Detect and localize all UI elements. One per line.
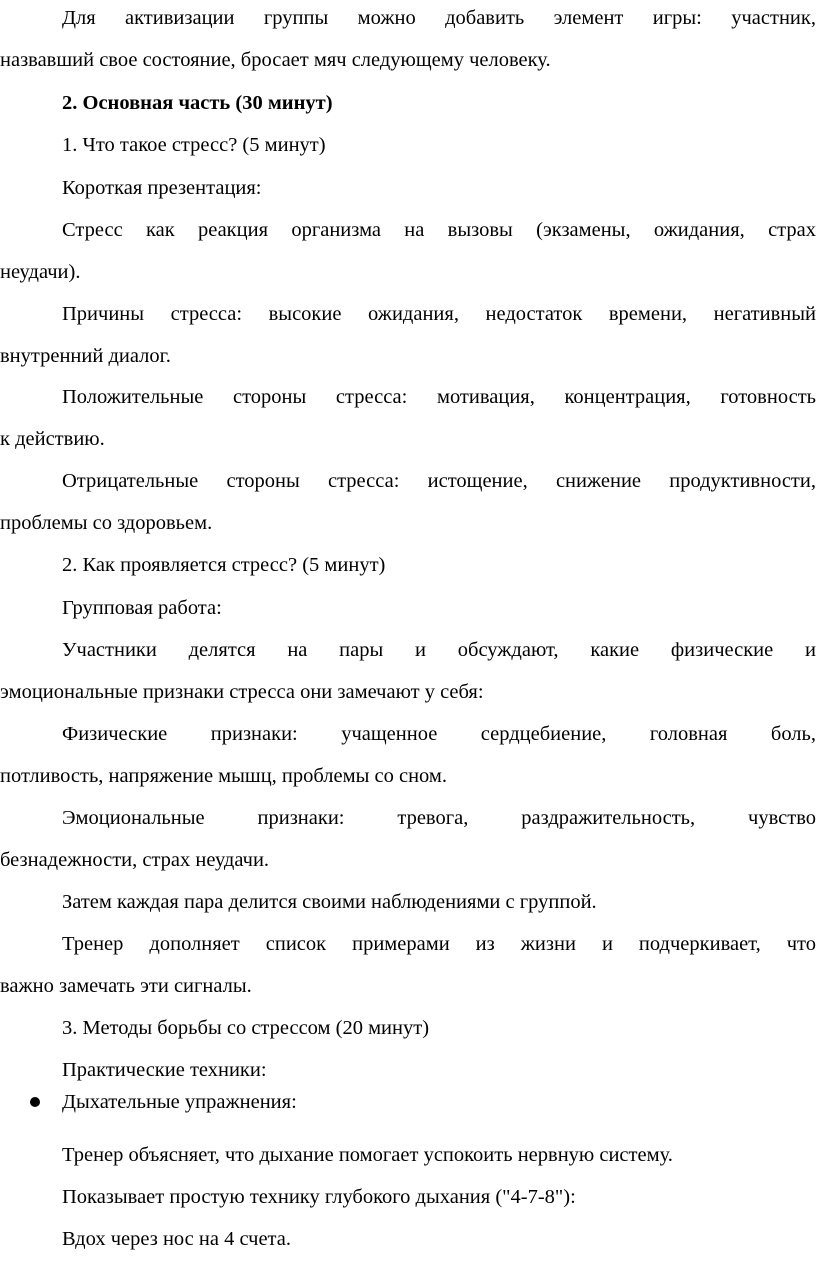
paragraph-line: Вдох через нос на 4 счета. <box>62 1228 291 1250</box>
paragraph-line: Показывает простую технику глубокого дыхания ("4-7-8"): <box>62 1186 576 1208</box>
bullet-item: Дыхательные упражнения: <box>62 1091 297 1113</box>
paragraph-line: неудачи). <box>0 261 81 283</box>
paragraph-line: Групповая работа: <box>62 597 222 619</box>
subsection-heading: 2. Как проявляется стресс? (5 минут) <box>62 554 386 576</box>
paragraph-line: потливость, напряжение мышц, проблемы со сном. <box>0 765 448 787</box>
paragraph-line: Эмоциональные признаки: тревога, раздражительность, чувство <box>62 807 816 829</box>
paragraph-line: важно замечать эти сигналы. <box>0 975 252 997</box>
paragraph-line: Причины стресса: высокие ожидания, недостаток времени, негативный <box>62 303 816 325</box>
paragraph-line: Для активизации группы можно добавить элемент игры: участник, <box>62 7 816 29</box>
paragraph-line: Короткая презентация: <box>62 177 262 199</box>
paragraph-line: Положительные стороны стресса: мотивация, концентрация, готовность <box>62 386 816 408</box>
paragraph-line: Практические техники: <box>62 1059 267 1081</box>
paragraph-line: Тренер объясняет, что дыхание помогает успокоить нервную систему. <box>62 1144 673 1166</box>
paragraph-line: проблемы со здоровьем. <box>0 512 213 534</box>
paragraph-line: Затем каждая пара делится своими наблюдениями с группой. <box>62 891 597 913</box>
paragraph-line: Отрицательные стороны стресса: истощение, снижение продуктивности, <box>62 470 816 492</box>
paragraph-line: назвавший свое состояние, бросает мяч следующему человеку. <box>0 49 551 71</box>
paragraph-line: безнадежности, страх неудачи. <box>0 849 270 871</box>
paragraph-line: к действию. <box>0 428 105 450</box>
paragraph-line: Стресс как реакция организма на вызовы (экзамены, ожидания, страх <box>62 219 816 241</box>
paragraph-line: внутренний диалог. <box>0 345 171 367</box>
bullet-icon <box>30 1097 40 1107</box>
paragraph-line: эмоциональные признаки стресса они замечают у себя: <box>0 681 484 703</box>
subsection-heading: 3. Методы борьбы со стрессом (20 минут) <box>62 1017 430 1039</box>
paragraph-line: Участники делятся на пары и обсуждают, какие физические и <box>62 639 816 661</box>
paragraph-line: Тренер дополняет список примерами из жизни и подчеркивает, что <box>62 933 816 955</box>
section-heading: 2. Основная часть (30 минут) <box>62 92 333 114</box>
subsection-heading: 1. Что такое стресс? (5 минут) <box>62 134 326 156</box>
paragraph-line: Физические признаки: учащенное сердцебиение, головная боль, <box>62 723 816 745</box>
